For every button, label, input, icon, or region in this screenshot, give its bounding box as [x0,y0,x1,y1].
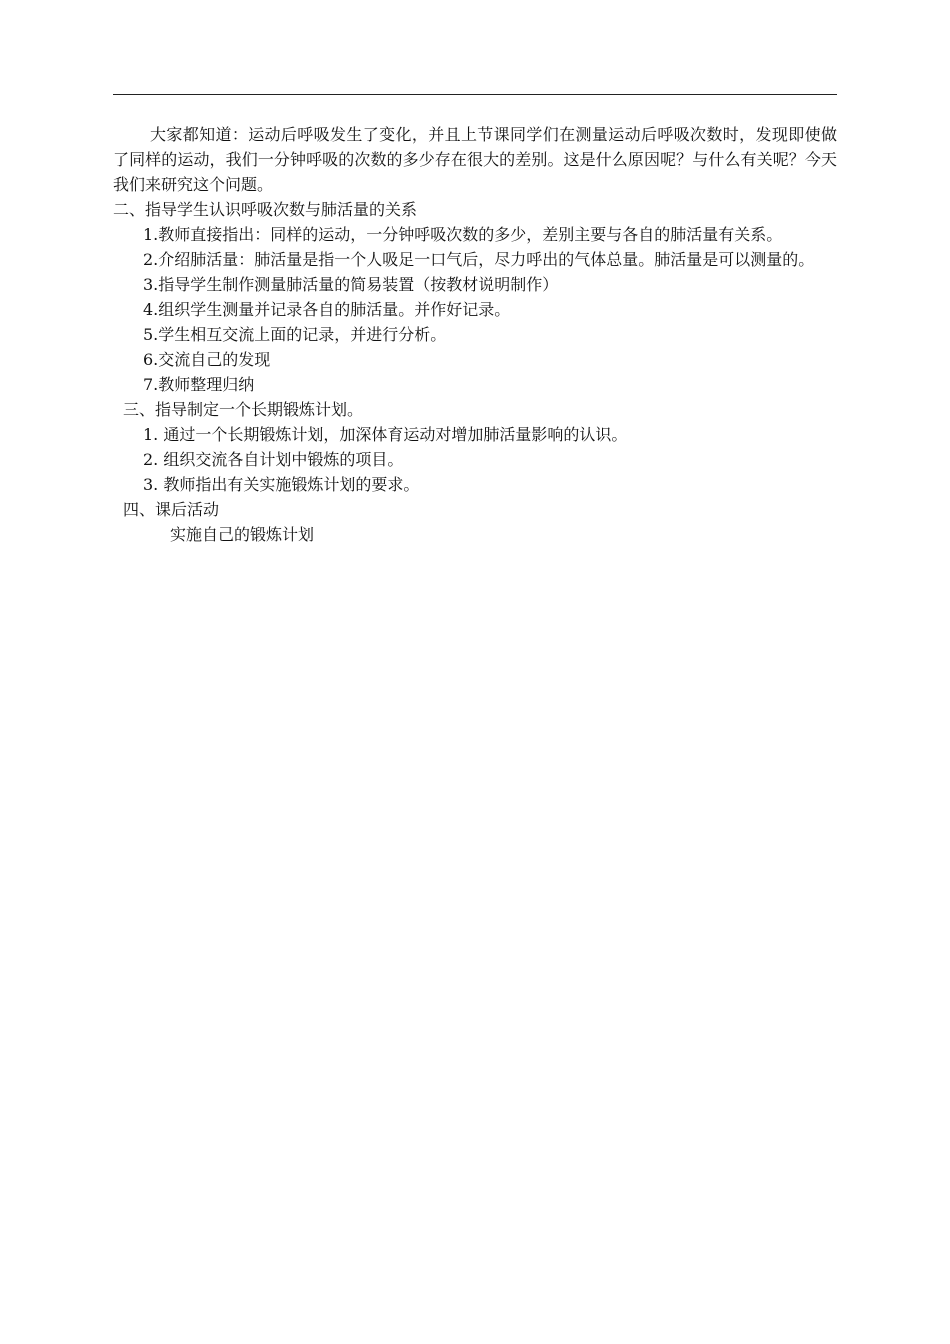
section-2-item-4: 4.组织学生测量并记录各自的肺活量。并作好记录。 [143,300,511,319]
section-2-item-5: 5.学生相互交流上面的记录，并进行分析。 [143,325,447,344]
section-2-item-6: 6.交流自己的发现 [143,350,271,369]
section-3-item-1: 1. 通过一个长期锻炼计划，加深体育运动对增加肺活量影响的认识。 [143,425,628,444]
section-3-item-3: 3. 教师指出有关实施锻炼计划的要求。 [143,475,420,494]
section-3-heading: 三、指导制定一个长期锻炼计划。 [123,400,364,419]
section-4-heading: 四、课后活动 [123,500,220,519]
section-4-content: 实施自己的锻炼计划 [170,525,315,544]
section-2-item-7: 7.教师整理归纳 [143,375,255,394]
section-2-heading: 二、指导学生认识呼吸次数与肺活量的关系 [113,200,418,219]
header-rule [113,94,837,95]
section-2-item-3: 3.指导学生制作测量肺活量的简易装置（按教材说明制作） [143,275,559,294]
section-2-item-2: 2.介绍肺活量：肺活量是指一个人吸足一口气后，尽力呼出的气体总量。肺活量是可以测量的。 [143,250,815,269]
document-body [113,122,837,547]
intro-paragraph: 大家都知道：运动后呼吸发生了变化，并且上节课同学们在测量运动后呼吸次数时，发现即使做了同样的运动，我们一分钟呼吸的次数的多少存在很大的差别。这是什么原因呢？与什么有关呢？今天我们来研究这个问题。 [113,125,837,194]
section-2-item-1: 1.教师直接指出：同样的运动，一分钟呼吸次数的多少，差别主要与各自的肺活量有关系。 [143,225,783,244]
section-3-item-2: 2. 组织交流各自计划中锻炼的项目。 [143,450,404,469]
